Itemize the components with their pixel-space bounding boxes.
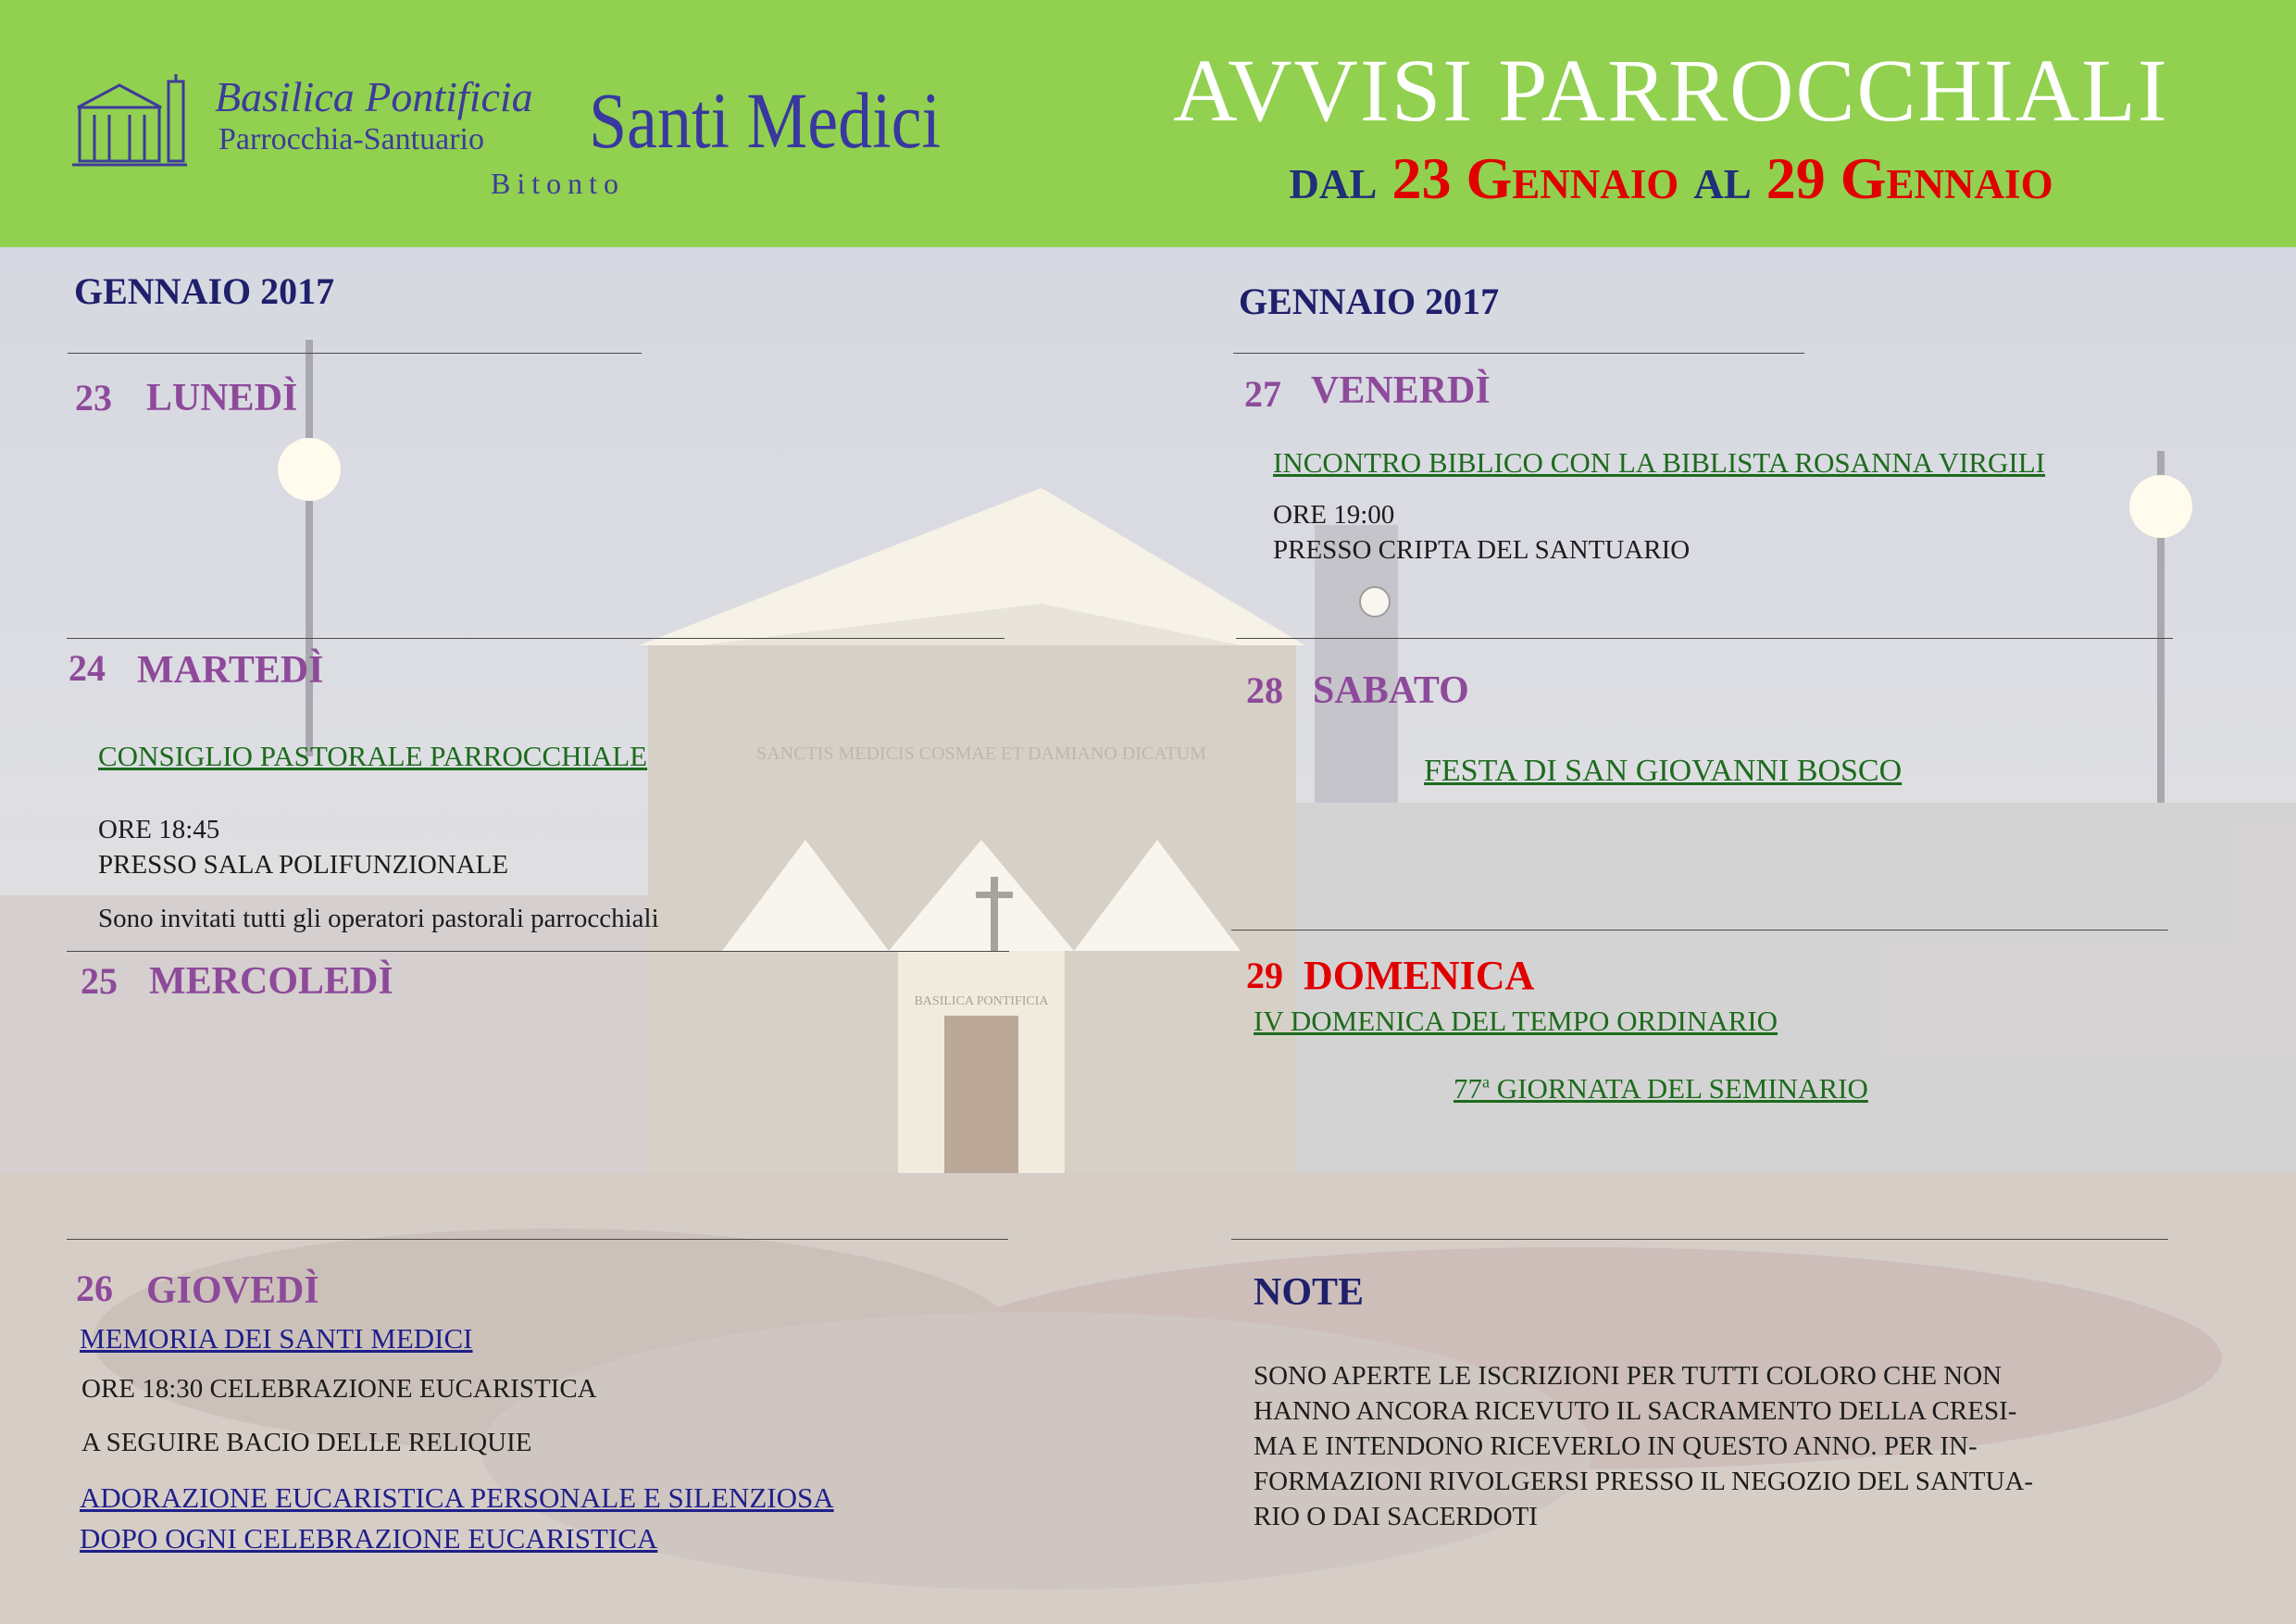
event-note: Sono invitati tutti gli operatori pastorali parrocchiali	[98, 904, 659, 933]
divider	[1236, 638, 2173, 639]
notes-line: SONO APERTE LE ISCRIZIONI PER TUTTI COLORO CHE NON	[1254, 1361, 2003, 1391]
event-place: PRESSO CRIPTA DEL SANTUARIO	[1273, 535, 1691, 565]
event-line: ORE 18:30 CELEBRAZIONE EUCARISTICA	[81, 1374, 597, 1404]
event-consiglio-pastorale: CONSIGLIO PASTORALE PARROCCHIALE	[98, 740, 648, 772]
event-memoria-santi-medici: MEMORIA DEI SANTI MEDICI	[80, 1322, 473, 1355]
header-banner	[0, 0, 2296, 247]
day-25-number: 25	[81, 960, 118, 1002]
divider	[68, 353, 642, 354]
day-26-name: GIOVEDÌ	[146, 1269, 319, 1312]
range-end: 29 Gennaio	[1766, 145, 2053, 211]
notes-line: MA E INTENDONO RICEVERLO IN QUESTO ANNO. PER IN-	[1254, 1431, 1978, 1461]
day-24-number: 24	[69, 647, 106, 689]
event-time: ORE 19:00	[1273, 500, 1395, 530]
event-time: ORE 18:45	[98, 815, 220, 844]
day-23-name: LUNEDÌ	[146, 377, 298, 419]
divider	[1231, 1239, 2168, 1240]
event-line: A SEGUIRE BACIO DELLE RELIQUIE	[81, 1428, 532, 1457]
left-month-heading: GENNAIO 2017	[74, 270, 335, 312]
day-28-name: SABATO	[1313, 669, 1469, 712]
event-iv-domenica: IV DOMENICA DEL TEMPO ORDINARIO	[1254, 1005, 1778, 1037]
day-27-name: VENERDÌ	[1311, 369, 1491, 412]
divider	[67, 1239, 1008, 1240]
logo-city: Bitonto	[491, 167, 626, 200]
day-29-name: DOMENICA	[1304, 953, 1535, 998]
day-26-number: 26	[76, 1268, 113, 1309]
day-27-number: 27	[1244, 373, 1281, 415]
event-festa-san-giovanni-bosco: FESTA DI SAN GIOVANNI BOSCO	[1424, 754, 1903, 788]
basilica-icon	[69, 72, 189, 169]
divider	[1233, 353, 1804, 354]
divider	[67, 638, 1004, 639]
divider	[1231, 930, 2168, 931]
event-adorazione-line1: ADORAZIONE EUCARISTICA PERSONALE E SILENZIOSA	[80, 1481, 834, 1514]
day-23-number: 23	[75, 377, 112, 418]
facade-inscription: SANCTIS MEDICIS COSMAE ET DAMIANO DICATUM	[756, 743, 1206, 764]
notes-line: HANNO ANCORA RICEVUTO IL SACRAMENTO DELLA CRESI-	[1254, 1396, 2017, 1426]
notes-title: NOTE	[1254, 1271, 1365, 1314]
logo-script: Basilica Pontificia	[215, 73, 533, 120]
notes-line: RIO O DAI SACERDOTI	[1254, 1502, 1538, 1531]
day-25-name: MERCOLEDÌ	[149, 960, 393, 1003]
event-giornata-seminario: 77$^a$ GIORNATA DEL SEMINARIO	[1454, 1072, 1868, 1105]
date-range	[1083, 144, 2259, 213]
logo-name: Santi Medici	[589, 76, 942, 165]
day-24-name: MARTEDÌ	[137, 649, 324, 692]
door-sign: BASILICA PONTIFICIA	[914, 994, 1049, 1008]
right-month-heading: GENNAIO 2017	[1239, 281, 1500, 322]
logo-subtitle: Parrocchia-Santuario	[218, 122, 484, 156]
event-place: PRESSO SALA POLIFUNZIONALE	[98, 850, 509, 880]
divider	[67, 951, 1009, 952]
day-29-number: 29	[1246, 955, 1283, 996]
range-to: al	[1693, 145, 1752, 211]
day-28-number: 28	[1246, 669, 1283, 711]
range-from: dal	[1289, 145, 1378, 211]
event-incontro-biblico: INCONTRO BIBLICO CON LA BIBLISTA ROSANNA VIRGILI	[1273, 446, 2045, 479]
event-adorazione-line2: DOPO OGNI CELEBRAZIONE EUCARISTICA	[80, 1522, 658, 1555]
range-start: 23 Gennaio	[1391, 145, 1679, 211]
notes-line: FORMAZIONI RIVOLGERSI PRESSO IL NEGOZIO DEL SANTUA-	[1254, 1467, 2034, 1496]
page-title: AVVISI PARROCCHIALI	[1173, 41, 2169, 140]
